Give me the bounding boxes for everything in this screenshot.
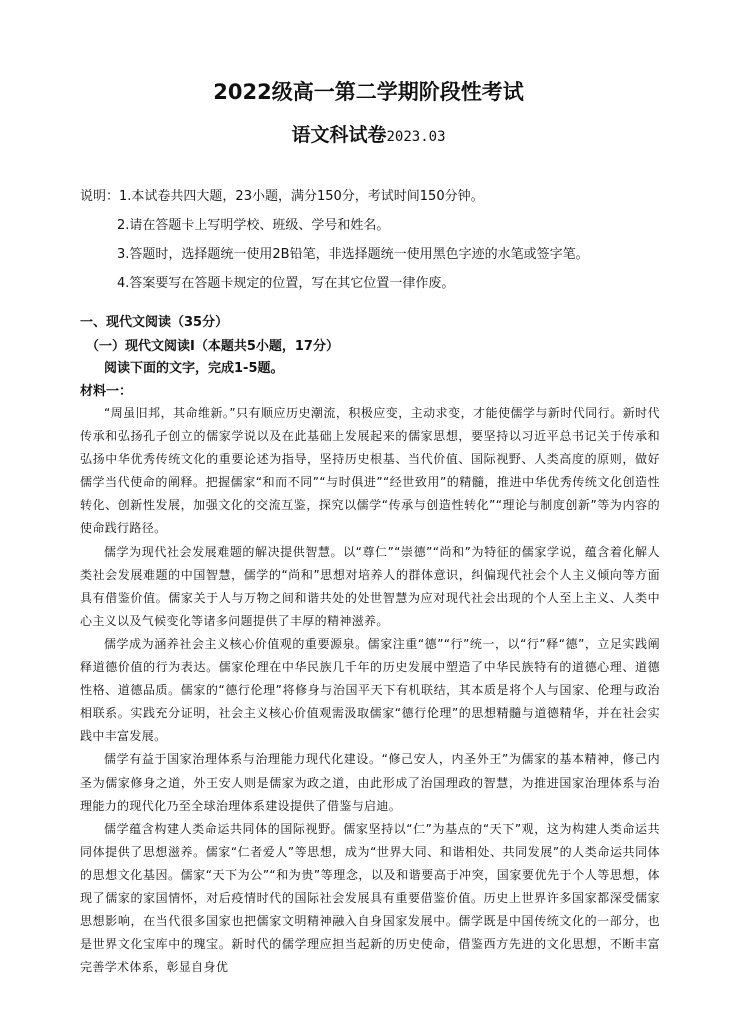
passage-paragraph: “周虽旧邦，其命维新。”只有顺应历史潮流，积极应变，主动求变，才能使儒学与新时代同行。新时代传承和弘扬孔子创立的儒家学说以及在此基础上发展起来的儒家思想，要坚持以习近平总书记关于传承和弘扬中华优秀传统文化的重要论述为指导，坚持历史根基、当代价值、国际视野、人类高度的原则，做好儒学当代使命的阐释。把握儒家“和而不同”“与时俱进”“经世致用”的精髓，推进中华优秀传统文化创造性转化、创新性发展，加强文化的交流互鉴，探究以儒学“传承与创造性转化”“理论与制度创新”等为内容的使命践行路径。 — [80, 406, 660, 536]
reading-instruction: 阅读下面的文字，完成1-5题。 — [104, 361, 284, 376]
subject-name: 语文科试卷 — [291, 124, 387, 146]
instruction-item — [80, 182, 700, 211]
passage-paragraph: 儒学有益于国家治理体系与治理能力现代化建设。“修己安人，内圣外王”为儒家的基本精神，修己内圣为儒家修身之道，外王安人则是儒家为政之道，由此形成了治国理政的智慧，为推进国家治理体系与治理能力的现代化乃至全球治理体系建设提供了借鉴与启迪。 — [80, 752, 660, 813]
passage-paragraph: 儒学成为涵养社会主义核心价值观的重要源泉。儒家注重“德”“行”统一，以“行”释“德”，立足实践阐释道德价值的行为表达。儒家伦理在中华民族几千年的历史发展中塑造了中华民族特有的道德心理、道德性格、道德品质。儒家的“德行伦理”将修身与治国平天下有机联结，其本质是将个人与国家、伦理与政治相联系。实践充分证明，社会主义核心价值观需汲取儒家“德行伦理”的思想精髓与道德精华，并在社会实践中丰富发展。 — [80, 636, 660, 744]
instruction-item: 2.请在答题卡上写明学校、班级、学号和姓名。 — [117, 218, 390, 233]
material-label: 材料一： — [80, 384, 133, 399]
instruction-item: 4.答案要写在答题卡规定的位置，写在其它位置一律作废。 — [117, 276, 455, 291]
instructions-block — [80, 182, 700, 298]
passage-paragraph: 儒学蕴含构建人类命运共同体的国际视野。儒家坚持以“仁”为基点的“天下”观，这为构建人类命运共同体提供了思想滋养。儒家“仁者爱人”等思想，成为“世界大同、和谐相处、共同发展”的人类命运共同体的思想文化基因。儒家“天下为公”“和为贵”等理念，以及和谐要高于冲突，国家要优先于个人等思想，体现了儒家的家国情怀，对后疫情时代的国际社会发展具有重要借鉴价值。历史上世界许多国家都深受儒家思想影响，在当代很多国家也把儒家文明精神融入自身国家发展中。儒学既是中国传统文化的一部分，也是世界文化宝库中的瑰宝。新时代的儒学理应担当起新的历史使命，借鉴西方先进的文化思想，不断丰富完善学术体系，彰显自身优 — [80, 821, 660, 975]
instruction-text: 1.本试卷共四大题，23小题，满分150分，考试时间150分钟。 — [119, 189, 484, 204]
instruction-item: 3.答题时，选择题统一使用2B铅笔，非选择题统一使用黑色字迹的水笔或签字笔。 — [117, 247, 589, 262]
subsection-heading: （一）现代文阅读Ⅰ（本题共5小题，17分） — [86, 339, 339, 354]
passage-paragraph: 儒学为现代社会发展难题的解决提供智慧。以“尊仁”“崇德”“尚和”为特征的儒家学说，蕴含着化解人类社会发展难题的中国智慧，儒学的“尚和”思想对培养人的群体意识，纠偏现代社会个人主义倾向等方面具有借鉴价值。儒家关于人与万物之间和谐共处的处世智慧为应对现代社会出现的个人至上主义、人类中心主义以及气候变化等诸多问题提供了丰厚的精神滋养。 — [80, 544, 660, 628]
section-heading: 一、现代文阅读（35分） — [80, 315, 229, 330]
exam-subtitle — [0, 120, 737, 147]
exam-title: 2022级高一第二学期阶段性考试 — [213, 80, 524, 104]
instructions-prefix: 说明： — [80, 189, 120, 204]
reading-passage — [80, 402, 660, 979]
exam-date: 2023.03 — [386, 129, 446, 145]
